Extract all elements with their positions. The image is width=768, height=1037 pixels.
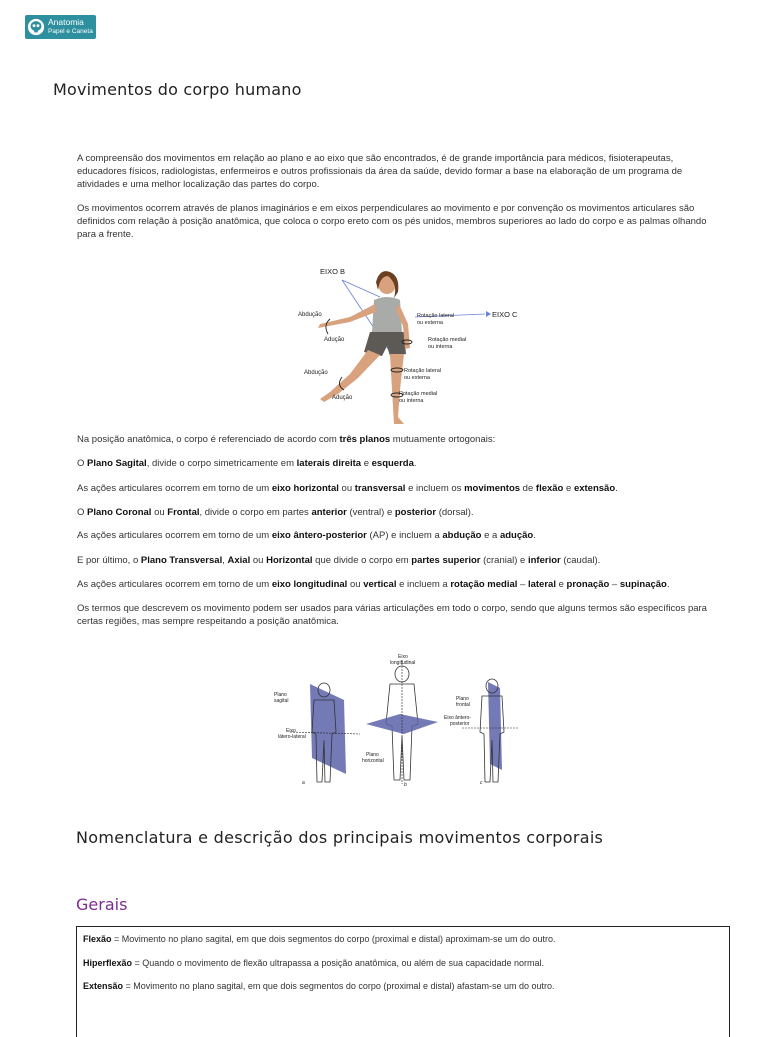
label-rot-lat-bot-2: ou externa xyxy=(404,375,430,381)
skull-icon xyxy=(27,18,45,36)
paragraph-plano-sagital: O Plano Sagital, divide o corpo simetricamente em laterais direita e esquerda. xyxy=(77,458,417,469)
paragraph-plano-transversal: E por último, o Plano Transversal, Axial ou Horizontal que divide o corpo em partes superior (cranial) e inferior (caudal). xyxy=(77,555,601,566)
label-rot-med-top-2: ou interna xyxy=(428,344,453,350)
frontal-plane xyxy=(488,682,502,770)
label-aducao-top: Adução xyxy=(324,337,345,343)
label-rot-lat-bot-1: Rotação lateral xyxy=(404,368,441,374)
label-eixo-long-2: longitudinal xyxy=(390,660,416,666)
label-aducao-bottom: Adução xyxy=(332,395,353,401)
label-rot-med-bot-1: Rotação medial xyxy=(399,391,438,397)
label-rot-med-bot-2: ou interna xyxy=(399,398,424,404)
paragraph-eixo-horizontal: As ações articulares ocorrem em torno de um eixo horizontal ou transversal e incluem os movimentos de flexão e extensão. xyxy=(77,483,618,494)
label-eixo-ap-2: posterior xyxy=(450,721,470,727)
label-eixo-lat-1: Eixo xyxy=(286,728,296,734)
subsection-title: Gerais xyxy=(76,895,128,914)
paragraph-eixo-antero-posterior: As ações articulares ocorrem em torno de um eixo ântero-posterior (AP) e incluem a abdução e a adução. xyxy=(77,530,536,541)
label-b: b xyxy=(404,782,407,788)
label-rot-lat-top-1: Rotação lateral xyxy=(417,313,454,319)
label-c: c xyxy=(480,780,483,786)
planes-axes-figure xyxy=(262,652,524,788)
label-eixo-lat-2: látero-lateral xyxy=(278,734,306,740)
site-logo[interactable] xyxy=(25,15,96,39)
paragraph-eixo-longitudinal: As ações articulares ocorrem em torno de um eixo longitudinal ou vertical e incluem a rotação medial – lateral e pronação – supinação. xyxy=(77,579,670,590)
label-plano-frontal-1: Plano xyxy=(456,696,469,702)
label-rot-med-top-1: Rotação medial xyxy=(428,337,467,343)
label-plano-horiz-2: horizontal xyxy=(362,758,384,764)
paragraph-termos: Os termos que descrevem os movimento podem ser usados para várias articulações em todo o corpo, sendo que alguns termos são específicos para certas regiões, mas sempre respeitando a posição anatômica. xyxy=(77,603,707,627)
label-eixo-b: EIXO B xyxy=(320,267,346,276)
label-abducao-top: Abdução xyxy=(298,312,322,318)
sagittal-plane xyxy=(310,684,346,774)
label-plano-sagital-1: Plano xyxy=(274,692,287,698)
logo-line1: Anatomia xyxy=(48,17,84,27)
section-title: Nomenclatura e descrição dos principais movimentos corporais xyxy=(76,828,604,847)
label-eixo-c: EIXO C xyxy=(492,310,518,319)
label-plano-horiz-1: Plano xyxy=(366,752,379,758)
intro-paragraph-2: Os movimentos ocorrem através de planos imaginários e em eixos perpendiculares ao movimento e por convenção os movimentos articulares são definidos com relação à posição anatômica, que coloca o corpo ereto com os pés unidos, membros superiores ao lado do corpo e as palmas olhando para a frente. xyxy=(77,203,707,240)
shirt xyxy=(372,297,402,335)
intro-paragraph-1: A compreensão dos movimentos em relação ao plano e ao eixo que são encontrados, é de grande importância para médicos, fisioterapeutas, educadores físicos, radiologistas, enfermeiros e outros profissionais da área da saúde, devido formar a base na elaboração de um programa de atividades e uma melhor localização das partes do corpo. xyxy=(77,153,683,190)
label-eixo-ap-1: Eixo ântero- xyxy=(444,715,471,721)
definition-row: Flexão = Movimento no plano sagital, em que dois segmentos do corpo (proximal e distal) aproximam-se um do outro. xyxy=(83,934,556,944)
label-plano-frontal-2: frontal xyxy=(456,702,470,708)
definitions-table xyxy=(76,926,730,1037)
paragraph-tres-planos: Na posição anatômica, o corpo é referenciado de acordo com três planos mutuamente ortogonais: xyxy=(77,434,496,445)
logo-line2: Papel e Caneta xyxy=(48,28,93,35)
label-eixo-long-1: Eixo xyxy=(398,654,408,660)
page-title: Movimentos do corpo humano xyxy=(53,80,302,99)
definition-row: Hiperflexão = Quando o movimento de flexão ultrapassa a posição anatômica, ou além de sua capacidade normal. xyxy=(83,958,545,968)
right-leg xyxy=(390,354,404,424)
label-abducao-bottom: Abdução xyxy=(304,370,328,376)
label-rot-lat-top-2: ou externa xyxy=(417,320,443,326)
logo-text xyxy=(48,18,93,36)
eixo-c-arrow xyxy=(486,311,491,317)
body-movements-figure xyxy=(290,262,525,427)
paragraph-plano-coronal: O Plano Coronal ou Frontal, divide o corpo em partes anterior (ventral) e posterior (dorsal). xyxy=(77,507,474,518)
label-plano-sagital-2: sagital xyxy=(274,698,289,704)
label-a: a xyxy=(302,780,305,786)
definition-row: Extensão = Movimento no plano sagital, em que dois segmentos do corpo (proximal e distal) afastam-se um do outro. xyxy=(83,981,555,991)
